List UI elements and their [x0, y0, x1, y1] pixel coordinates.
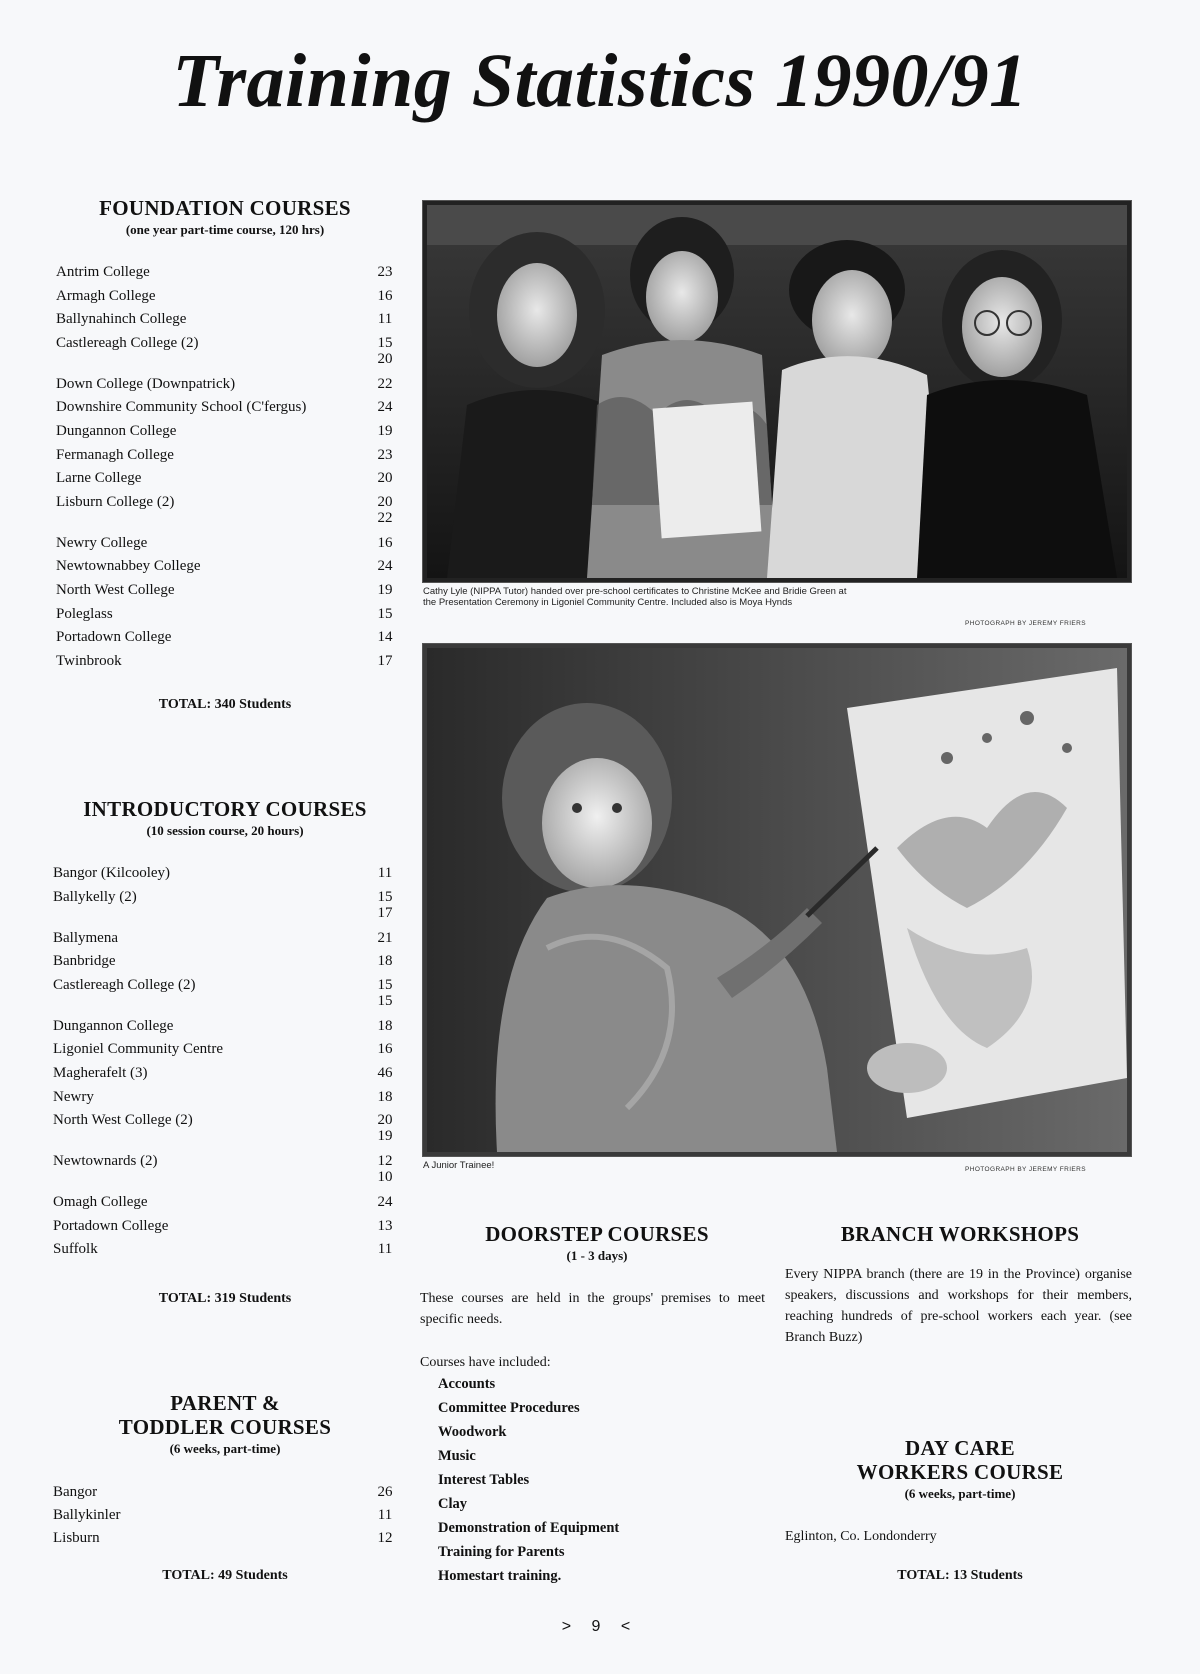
doorstep-included-label: Courses have included: — [420, 1355, 551, 1370]
daycare-total: TOTAL: 13 Students — [897, 1568, 1023, 1583]
doorstep-course-item: Homestart training. — [438, 1568, 562, 1584]
course-location: Lisburn College (2) — [56, 493, 175, 510]
course-row — [56, 558, 398, 578]
course-row — [53, 1065, 398, 1085]
student-count-group — [372, 535, 398, 551]
student-count: 18 — [377, 1088, 393, 1105]
daycare-heading-line2: WORKERS COURSE — [856, 1460, 1064, 1484]
course-row — [56, 311, 398, 331]
course-location: Larne College — [56, 470, 142, 487]
student-count: 16 — [377, 287, 393, 304]
student-count-group — [372, 558, 398, 574]
introductory-total: TOTAL: 319 Students — [158, 1291, 292, 1306]
student-count: 19 — [377, 582, 393, 598]
student-count: 16 — [377, 534, 393, 551]
student-count: 15 — [377, 976, 393, 993]
course-location: Omagh College — [53, 1194, 148, 1211]
course-location: North West College — [56, 582, 175, 598]
presentation-photo-credit: PHOTOGRAPH BY JEREMY FRIERS — [965, 620, 1086, 627]
introductory-header — [55, 797, 395, 839]
course-row — [53, 1041, 398, 1061]
doorstep-course-list — [438, 1376, 768, 1592]
course-location: Ballykelly (2) — [53, 888, 137, 905]
doorstep-heading: DOORSTEP COURSES — [485, 1222, 709, 1246]
parent-list — [53, 1484, 398, 1554]
course-row — [53, 953, 398, 973]
student-count-group — [372, 653, 398, 669]
course-row — [56, 376, 398, 396]
course-row — [53, 976, 398, 1009]
course-location: Lisburn — [53, 1530, 100, 1546]
student-count: 19 — [377, 423, 393, 439]
foundation-heading: FOUNDATION COURSES — [99, 196, 351, 220]
student-count: 11 — [377, 311, 393, 328]
junior-trainee-photo-image — [427, 648, 1127, 1152]
parent-subheading: (6 weeks, part-time) — [169, 1441, 281, 1456]
course-row — [53, 930, 398, 950]
student-count-group — [372, 1194, 398, 1210]
doorstep-course-item: Clay — [438, 1496, 467, 1512]
student-count-group — [372, 1041, 398, 1057]
student-count: 14 — [377, 629, 393, 646]
course-row — [53, 1018, 398, 1038]
course-location: Downshire Community School (C'fergus) — [56, 399, 307, 416]
student-count-group — [372, 470, 398, 486]
student-count: 22 — [377, 375, 393, 392]
student-count: 15 — [377, 334, 393, 351]
course-location: Ballymena — [53, 929, 118, 946]
course-row — [53, 1112, 398, 1145]
parent-heading-line2: TODDLER COURSES — [118, 1415, 332, 1439]
course-row — [56, 653, 398, 673]
parent-header — [55, 1391, 395, 1457]
course-row — [56, 423, 398, 443]
course-location: Ligoniel Community Centre — [53, 1041, 223, 1058]
student-count: 21 — [377, 929, 393, 946]
course-location: Dungannon College — [53, 1017, 174, 1034]
course-location: Castlereagh College (2) — [53, 976, 196, 993]
course-row — [53, 888, 398, 921]
course-location: Fermanagh College — [56, 446, 174, 463]
presentation-photo-image — [427, 205, 1127, 578]
foundation-header — [60, 196, 390, 238]
course-row — [56, 399, 398, 419]
course-location: Poleglass — [56, 605, 113, 622]
student-count: 17 — [377, 652, 393, 669]
course-row — [56, 535, 398, 555]
introductory-subheading: (10 session course, 20 hours) — [146, 823, 304, 838]
course-location: Portadown College — [53, 1217, 169, 1234]
student-count: 24 — [377, 558, 393, 575]
student-count-group — [372, 1089, 398, 1105]
student-count-group — [372, 1241, 398, 1257]
parent-heading-line1: PARENT & — [170, 1391, 280, 1415]
course-location: Newry — [53, 1088, 94, 1105]
student-count-group — [372, 335, 398, 367]
student-count: 15 — [377, 605, 393, 622]
student-count-group — [372, 423, 398, 439]
course-row — [56, 493, 398, 526]
course-location: Antrim College — [56, 264, 150, 280]
student-count-group — [372, 930, 398, 946]
student-count-group — [372, 494, 398, 526]
student-count: 18 — [377, 1017, 393, 1034]
doorstep-header — [422, 1222, 772, 1264]
course-location: Castlereagh College (2) — [56, 334, 199, 351]
student-count-group — [372, 606, 398, 622]
student-count-group — [372, 629, 398, 645]
student-count: 24 — [377, 399, 393, 416]
student-count: 22 — [377, 509, 393, 526]
student-count: 20 — [377, 350, 393, 367]
doorstep-course-item: Accounts — [438, 1376, 496, 1392]
course-row — [53, 1153, 398, 1186]
branch-heading: BRANCH WORKSHOPS — [840, 1222, 1080, 1246]
course-row — [53, 1507, 398, 1527]
course-location: Newry College — [56, 534, 148, 551]
student-count-group — [372, 1507, 398, 1523]
course-location: Suffolk — [53, 1241, 98, 1258]
course-location: Magherafelt (3) — [53, 1065, 148, 1081]
course-location: Down College (Downpatrick) — [56, 375, 236, 392]
student-count: 13 — [377, 1217, 393, 1234]
student-count-group — [372, 376, 398, 392]
student-count-group — [372, 889, 398, 921]
course-location: Banbridge — [53, 953, 116, 970]
student-count: 20 — [377, 1112, 393, 1129]
student-count-group — [372, 288, 398, 304]
student-count: 20 — [377, 493, 393, 510]
course-location: Portadown College — [56, 629, 172, 646]
student-count-group — [372, 1218, 398, 1234]
course-location: Ballynahinch College — [56, 311, 187, 328]
foundation-list — [56, 264, 398, 674]
doorstep-course-item: Committee Procedures — [438, 1400, 580, 1416]
student-count: 11 — [377, 1507, 393, 1523]
course-location: North West College (2) — [53, 1112, 193, 1129]
student-count: 16 — [377, 1041, 393, 1058]
student-count: 12 — [377, 1530, 393, 1546]
student-count: 11 — [377, 1241, 393, 1258]
course-location: Bangor (Kilcooley) — [53, 865, 171, 881]
student-count: 12 — [377, 1153, 393, 1170]
student-count-group — [372, 1530, 398, 1546]
foundation-subheading: (one year part-time course, 120 hrs) — [125, 222, 325, 237]
student-count-group — [372, 311, 398, 327]
student-count-group — [372, 264, 398, 280]
student-count-group — [372, 447, 398, 463]
student-count: 15 — [377, 888, 393, 905]
course-location: Twinbrook — [56, 652, 122, 669]
course-location: Dungannon College — [56, 423, 177, 439]
junior-trainee-caption: A Junior Trainee! — [423, 1160, 495, 1171]
student-count-group — [372, 582, 398, 598]
student-count-group — [372, 1153, 398, 1185]
student-count-group — [372, 1065, 398, 1081]
doorstep-course-item: Interest Tables — [438, 1472, 530, 1488]
student-count-group — [372, 865, 398, 881]
daycare-subheading: (6 weeks, part-time) — [904, 1486, 1016, 1501]
course-row — [53, 1089, 398, 1109]
branch-text: Every NIPPA branch (there are 19 in the Province) organise speakers, discussions and workshops for their members, reaching hundreds of pre-school workers each year. (see Branch Buzz) — [785, 1267, 1132, 1345]
course-row — [56, 288, 398, 308]
course-location: Ballykinler — [53, 1507, 121, 1523]
course-row — [53, 1241, 398, 1261]
course-row — [53, 1194, 398, 1214]
course-row — [56, 470, 398, 490]
student-count: 19 — [377, 1128, 393, 1145]
daycare-heading-line1: DAY CARE — [905, 1436, 1015, 1460]
student-count-group — [372, 1484, 398, 1500]
junior-trainee-photo — [422, 643, 1132, 1157]
student-count-group — [372, 1112, 398, 1144]
course-row — [56, 264, 398, 284]
page-title: Training Statistics 1990/91 — [172, 39, 1028, 123]
student-count: 23 — [377, 446, 393, 463]
student-count: 15 — [377, 992, 393, 1009]
course-location: Bangor — [53, 1484, 98, 1500]
doorstep-course-item: Demonstration of Equipment — [438, 1520, 620, 1536]
page-number: > 9 < — [561, 1618, 639, 1635]
course-row — [53, 865, 398, 885]
course-location: Armagh College — [56, 287, 156, 304]
presentation-photo — [422, 200, 1132, 583]
branch-header — [785, 1222, 1135, 1246]
course-location: Newtownabbey College — [56, 558, 201, 575]
student-count: 24 — [377, 1194, 393, 1211]
student-count: 23 — [377, 264, 393, 280]
course-row — [56, 606, 398, 626]
doorstep-intro: These courses are held in the groups' premises to meet specific needs. — [420, 1291, 765, 1327]
student-count-group — [372, 977, 398, 1009]
course-location: Newtownards (2) — [53, 1153, 158, 1170]
parent-total: TOTAL: 49 Students — [162, 1568, 288, 1583]
student-count: 17 — [377, 904, 393, 921]
student-count-group — [372, 399, 398, 415]
course-row — [53, 1218, 398, 1238]
doorstep-course-item: Training for Parents — [438, 1544, 565, 1560]
introductory-list — [53, 865, 398, 1265]
daycare-header — [785, 1436, 1135, 1502]
student-count: 46 — [377, 1065, 393, 1081]
doorstep-course-item: Music — [438, 1448, 476, 1464]
course-row — [53, 1484, 398, 1504]
introductory-heading: INTRODUCTORY COURSES — [83, 797, 367, 821]
course-row — [56, 334, 398, 367]
junior-trainee-credit: PHOTOGRAPH BY JEREMY FRIERS — [965, 1166, 1086, 1173]
course-row — [56, 447, 398, 467]
foundation-total: TOTAL: 340 Students — [158, 697, 292, 712]
daycare-location: Eglinton, Co. Londonderry — [785, 1529, 937, 1544]
student-count: 10 — [377, 1169, 393, 1186]
student-count-group — [372, 953, 398, 969]
course-row — [53, 1530, 398, 1550]
student-count: 26 — [377, 1484, 393, 1500]
student-count-group — [372, 1018, 398, 1034]
student-count: 18 — [377, 953, 393, 970]
doorstep-subheading: (1 - 3 days) — [566, 1248, 628, 1263]
doorstep-course-item: Woodwork — [438, 1424, 507, 1440]
presentation-photo-caption: Cathy Lyle (NIPPA Tutor) handed over pre-school certificates to Christine McKee and Bridie Green at the Presentation Ceremony in Ligoniel Community Centre. Included also is Moya Hynds — [423, 586, 847, 608]
student-count: 11 — [377, 865, 393, 881]
course-row — [56, 629, 398, 649]
student-count: 20 — [377, 470, 393, 487]
course-row — [56, 582, 398, 602]
